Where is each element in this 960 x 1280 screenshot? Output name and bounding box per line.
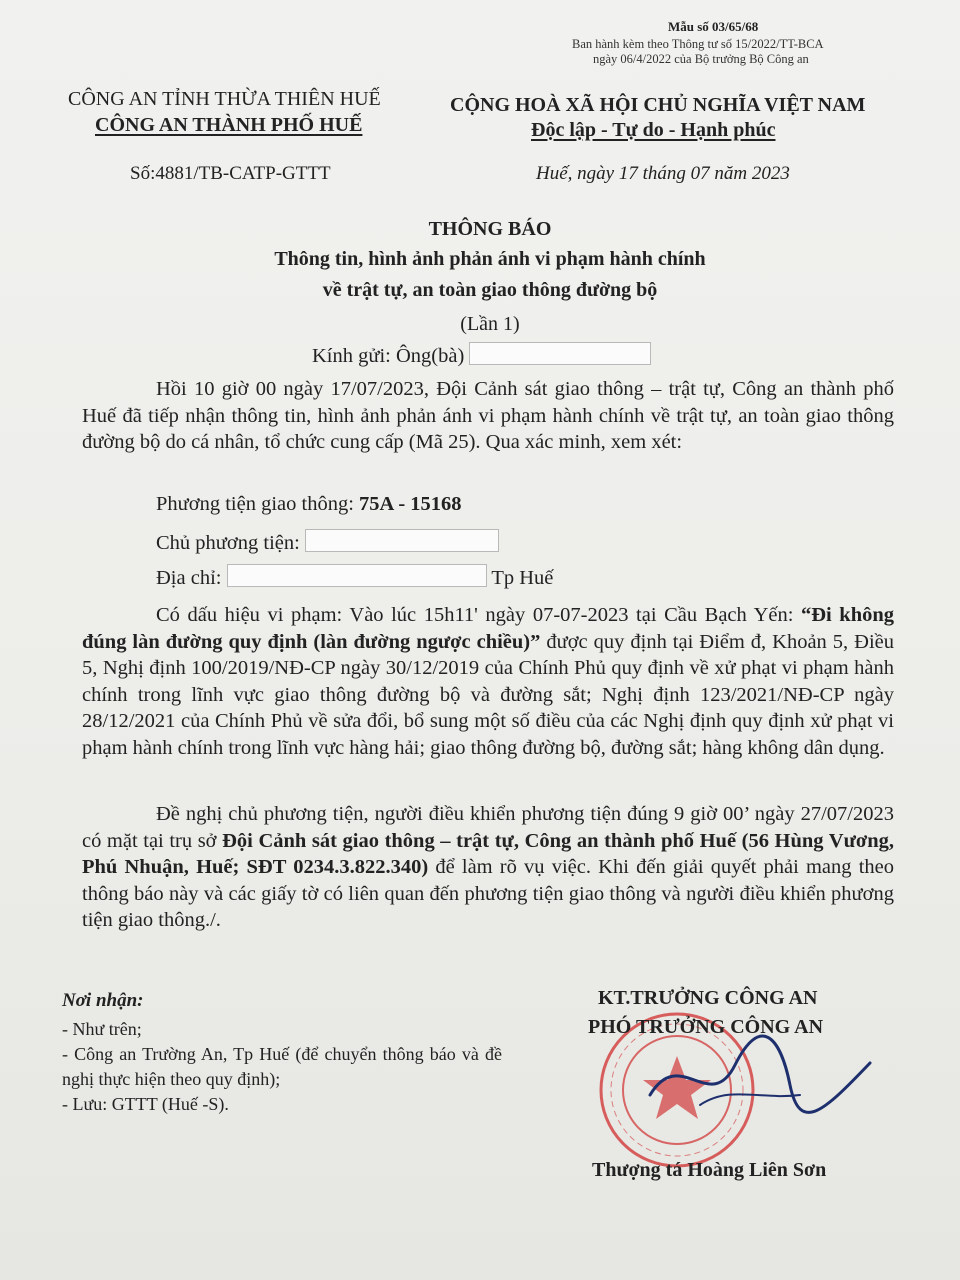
violation-lead: Có dấu hiệu vi phạm: Vào lúc 15h11' ngày 07-07-2023 tại Cầu Bạch Yến: (156, 604, 794, 626)
address-field (156, 564, 553, 590)
request-rest: để làm rõ vụ việc. Khi đến giải quyết phải mang theo thông báo này và các giấy tờ có liên quan đến phương tiện giao thông và người điều khiển phương tiện giao thông./. (82, 856, 894, 931)
request-lead: Đề nghị chủ phương tiện, người điều khiển phương tiện đúng 9 giờ 00’ ngày 27/07/2023 có mặt tại trụ sở (82, 803, 894, 852)
request-place: Đội Cảnh sát giao thông – trật tự, Công an thành phố Huế (56 Hùng Vương, Phú Nhuận, Huế; SĐT 0234.3.822.340) (82, 829, 895, 878)
intro-paragraph: Hồi 10 giờ 00 ngày 17/07/2023, Đội Cảnh sát giao thông – trật tự, Công an thành phố Huế đã tiếp nhận thông tin, hình ảnh phản ánh vi phạm hành chính về trật tự, an toàn giao thông đường bộ do cá nhân, tổ chức cung cấp (Mã 25). Qua xác minh, xem xét: (82, 378, 894, 453)
salutation (312, 342, 651, 368)
form-number: Mẫu số 03/65/68 (668, 19, 759, 34)
signature-icon (640, 1025, 880, 1125)
violation-paragraph (82, 602, 894, 761)
address-label: Địa chỉ: (156, 567, 222, 589)
notice-subtitle-2: về trật tự, an toàn giao thông đường bộ (322, 279, 658, 301)
address-suffix: Tp Huế (491, 567, 554, 589)
recipient-1: - Như trên; (62, 1019, 142, 1039)
redacted-owner (305, 529, 499, 552)
recipients-heading: Nơi nhận: (62, 990, 144, 1011)
motto-text: Độc lập - Tự do - Hạnh phúc (531, 119, 776, 141)
request-paragraph (82, 801, 894, 934)
redacted-name (469, 342, 651, 365)
place-date: Huế, ngày 17 tháng 07 năm 2023 (536, 163, 790, 184)
notice-subtitle-1: Thông tin, hình ảnh phản ánh vi phạm hành chính (274, 248, 706, 270)
signature-title-1: KT.TRƯỞNG CÔNG AN (598, 987, 818, 1009)
salutation-label: Kính gửi: Ông(bà) (312, 345, 465, 367)
signature-title-2: PHÓ TRƯỞNG CÔNG AN (588, 1016, 824, 1038)
national-title: CỘNG HOÀ XÃ HỘI CHỦ NGHĨA VIỆT NAM (450, 94, 866, 116)
issued-by-line: Ban hành kèm theo Thông tư số 15/2022/TT-BCA (572, 37, 824, 51)
owner-label: Chủ phương tiện: (156, 532, 300, 554)
agency-parent: CÔNG AN TỈNH THỪA THIÊN HUẾ (68, 88, 381, 110)
signer-name: Thượng tá Hoàng Liên Sơn (592, 1159, 827, 1181)
notice-title: THÔNG BÁO (428, 218, 552, 240)
violation-name: “Đi không đúng làn đường quy định (làn đường ngược chiều)” (82, 604, 894, 653)
agency-name-text: CÔNG AN THÀNH PHỐ HUẾ (95, 114, 363, 136)
recipient-3: - Lưu: GTTT (Huế -S). (62, 1094, 229, 1114)
vehicle-field (156, 493, 462, 516)
vehicle-label: Phương tiện giao thông: (156, 493, 354, 515)
vehicle-plate: 75A - 15168 (359, 493, 462, 515)
document-number: Số:4881/TB-CATP-GTTT (130, 163, 331, 184)
notice-round: (Lần 1) (460, 313, 520, 335)
violation-legal-basis: được quy định tại Điểm đ, Khoản 5, Điều 5, Nghị định 100/2019/NĐ-CP ngày 30/12/2019 của Chính Phủ quy định về xử phạt vi phạm hành chính trong lĩnh vực giao thông đường bộ và đường sắt; Nghị định 123/2021/NĐ-CP ngày 28/12/2021 của Chính Phủ về sửa đổi, bổ sung một số điều của các Nghị định quy định xử phạt vi phạm hành chính trong lĩnh vực hàng hải; giao thông đường bộ, đường sắt; hàng không dân dụng. (82, 630, 894, 759)
agency-name (95, 114, 362, 137)
recipient-2: - Công an Trường An, Tp Huế (để chuyển thông báo và đề nghị thực hiện theo quy định); (62, 1044, 502, 1089)
owner-field (156, 529, 499, 555)
issued-date-line: ngày 06/4/2022 của Bộ trưởng Bộ Công an (593, 52, 809, 66)
motto (531, 119, 775, 142)
redacted-address (227, 564, 487, 587)
